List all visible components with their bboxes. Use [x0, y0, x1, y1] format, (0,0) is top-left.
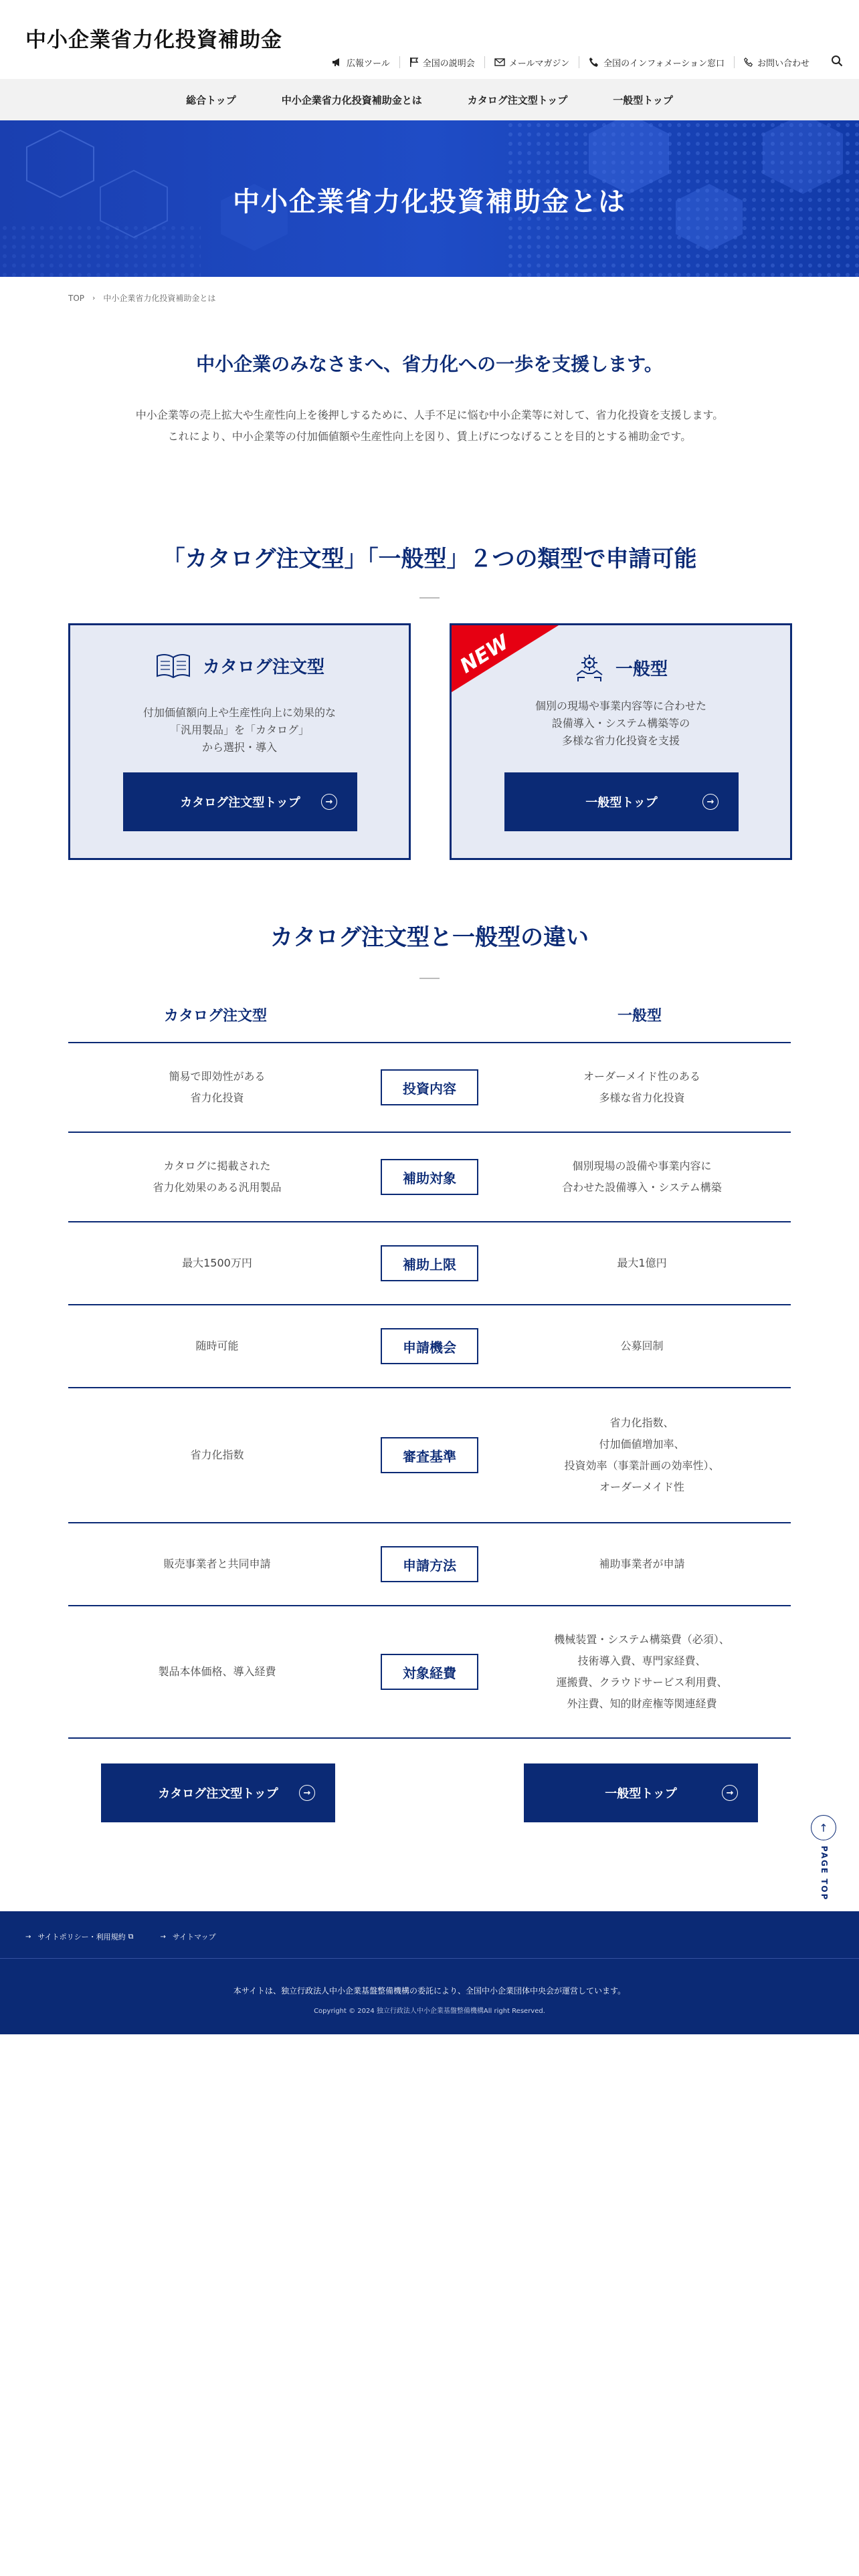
cell-general: 個別現場の設備や事業内容に 合わせた設備導入・システム構築: [562, 1160, 722, 1194]
general-top-button-bottom[interactable]: [524, 1763, 758, 1822]
card-title: 一般型: [615, 659, 668, 679]
external-link-icon: ⧉: [128, 1932, 134, 1941]
card-desc-line: 「汎用製品」を「カタログ」: [169, 724, 309, 736]
card-desc-line: から選択・導入: [201, 741, 277, 754]
table-row: [68, 1387, 791, 1522]
row-label: 補助上限: [381, 1245, 478, 1281]
footer-link-sitemap[interactable]: → サイトマップ: [160, 1933, 216, 1941]
new-badge: NEW: [456, 630, 513, 679]
general-type-card: [450, 623, 792, 860]
chevron-right-icon: ›: [92, 294, 96, 302]
gnav-item-general[interactable]: 一般型トップ: [613, 94, 673, 106]
catalog-type-card: [68, 623, 411, 860]
cell-catalog: 最大1500万円: [182, 1257, 252, 1269]
lead-text-line: 中小企業等の売上拡大や生産性向上を後押しするために、人手不足に悩む中小企業等に対して、省力化投資を支援します。: [135, 409, 724, 421]
mail-icon: [494, 58, 505, 66]
card-title: カタログ注文型: [202, 657, 324, 677]
util-label: 広報ツール: [346, 58, 390, 69]
button-label: カタログ注文型トップ: [158, 1787, 278, 1801]
table-row: [68, 1042, 791, 1132]
footer-divider: [0, 1958, 859, 1959]
breadcrumb-home[interactable]: TOP: [68, 293, 85, 303]
arrow-right-circle-icon: →: [722, 1785, 738, 1801]
global-nav: [0, 79, 859, 120]
site-header: [0, 0, 859, 79]
cell-general: 機械装置・システム構築費（必須）、 技術導入費、専門家経費、 運搬費、クラウドサービス利用費、 外注費、知的財産権等関連経費: [554, 1633, 730, 1710]
arrow-right-circle-icon: →: [702, 794, 719, 810]
util-link-contact[interactable]: [734, 56, 819, 68]
util-link-mail-magazine[interactable]: [484, 56, 579, 68]
gnav-item-home[interactable]: 総合トップ: [186, 94, 236, 106]
cell-catalog: 省力化指数: [190, 1448, 244, 1461]
row-label: 申請方法: [381, 1546, 478, 1582]
util-link-briefings[interactable]: [399, 56, 484, 68]
compare-col-general: 一般型: [617, 1008, 662, 1025]
compare-col-catalog: カタログ注文型: [163, 1008, 267, 1025]
card-desc-line: 設備導入・システム構築等の: [551, 717, 690, 730]
lead-text: [0, 405, 859, 447]
cell-catalog: 販売事業者と共同申請: [163, 1558, 271, 1570]
comparison-table: [68, 1042, 791, 1739]
cell-catalog: 随時可能: [195, 1339, 239, 1352]
search-icon: [831, 55, 843, 67]
utility-nav: [322, 55, 843, 70]
table-row: [68, 1132, 791, 1221]
card-desc-line: 付加価値額向上や生産性向上に効果的な: [142, 706, 336, 719]
card-title-row: [70, 652, 409, 679]
breadcrumb-current: 中小企業省力化投資補助金とは: [103, 294, 216, 303]
card-title-row: [452, 652, 790, 683]
row-label: 投資内容: [381, 1069, 478, 1105]
footer-links: [25, 1931, 243, 1942]
phone-icon: [589, 57, 599, 68]
cell-catalog: 簡易で即効性がある 省力化投資: [169, 1070, 266, 1104]
util-link-pr-tools[interactable]: [322, 56, 399, 68]
compare-heading: カタログ注文型と一般型の違い: [270, 924, 589, 951]
catalog-top-button[interactable]: [123, 772, 357, 831]
arrow-right-icon: →: [160, 1933, 166, 1941]
card-desc-line: 個別の現場や事業内容等に合わせた: [535, 700, 706, 712]
gnav-item-about[interactable]: 中小企業省力化投資補助金とは: [281, 94, 422, 106]
lead-text-line: これにより、中小企業等の付加価値額や生産性向上を図り、賃上げにつなげることを目的とする補助金です。: [167, 430, 692, 443]
page-title: 中小企業省力化投資補助金とは: [233, 187, 626, 217]
arrow-up-icon: ↑: [811, 1815, 836, 1840]
table-row: [68, 1605, 791, 1739]
card-description: [452, 697, 790, 750]
page-top-button[interactable]: [811, 1815, 838, 1901]
table-row: [68, 1522, 791, 1605]
footer-link-policy[interactable]: → サイトポリシー・利用規約 ⧉: [25, 1932, 134, 1941]
search-button[interactable]: [831, 55, 843, 70]
footer-note: 本サイトは、独立行政法人中小企業基盤整備機構の委託により、全国中小企業団体中央会が運営しています。: [233, 1986, 626, 1996]
section-divider: [419, 978, 440, 979]
row-label: 申請機会: [381, 1328, 478, 1364]
row-label: 補助対象: [381, 1159, 478, 1195]
breadcrumb: [68, 292, 215, 304]
hero-banner: [0, 120, 859, 277]
book-icon: [155, 652, 192, 679]
cell-general: オーダーメイド性のある 多様な省力化投資: [583, 1070, 700, 1104]
cell-general: 省力化指数、 付加価値増加率、 投資効率（事業計画の効率性）、 オーダーメイド性: [564, 1416, 720, 1493]
util-label: お問い合わせ: [757, 58, 809, 69]
card-description: [70, 704, 409, 756]
button-label: 一般型トップ: [605, 1787, 677, 1801]
lead-heading: 中小企業のみなさまへ、省力化への一歩を支援します。: [196, 353, 663, 375]
telephone-icon: [744, 58, 753, 67]
card-desc-line: 多様な省力化投資を支援: [561, 734, 680, 747]
cell-general: 最大1億円: [617, 1257, 667, 1269]
util-link-info-desk[interactable]: [579, 56, 734, 68]
cell-catalog: 製品本体価格、導入経費: [158, 1665, 276, 1678]
page-top-label: PAGE TOP: [820, 1846, 829, 1901]
table-row: [68, 1221, 791, 1304]
cell-general: 補助事業者が申請: [599, 1558, 685, 1570]
site-title[interactable]: 中小企業省力化投資補助金: [25, 28, 282, 52]
cell-catalog: カタログに掲載された 省力化効果のある汎用製品: [153, 1160, 282, 1194]
util-label: メールマガジン: [508, 58, 570, 69]
util-label: 全国のインフォメーション窓口: [603, 58, 725, 69]
types-heading: 「カタログ注文型」「一般型」２つの類型で申請可能: [162, 546, 697, 572]
flag-icon: [409, 57, 419, 68]
site-footer: [0, 1911, 859, 2034]
arrow-right-circle-icon: →: [299, 1785, 315, 1801]
arrow-right-icon: →: [25, 1933, 31, 1941]
table-row: [68, 1304, 791, 1387]
row-label: 審査基準: [381, 1437, 478, 1473]
megaphone-icon: [332, 58, 343, 67]
section-divider: [419, 597, 440, 599]
gnav-item-catalog[interactable]: カタログ注文型トップ: [467, 94, 568, 106]
button-label: 一般型トップ: [585, 796, 658, 810]
button-label: カタログ注文型トップ: [180, 796, 300, 810]
util-label: 全国の説明会: [422, 58, 475, 69]
gear-hand-icon: [574, 652, 605, 683]
cell-general: 公募回制: [620, 1339, 664, 1352]
arrow-right-circle-icon: →: [321, 794, 337, 810]
row-label: 対象経費: [381, 1654, 478, 1690]
copyright: Copyright © 2024 独立行政法人中小企業基盤整備機構All right Reserved.: [314, 2008, 545, 2015]
general-top-button[interactable]: [504, 772, 739, 831]
catalog-top-button-bottom[interactable]: [101, 1763, 335, 1822]
